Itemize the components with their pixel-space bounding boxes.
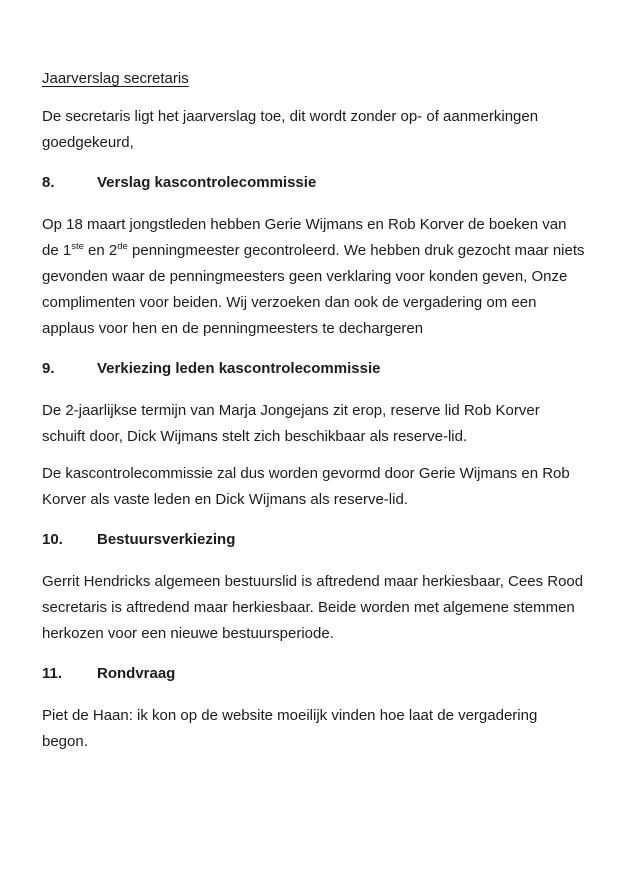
section-10-heading — [42, 527, 587, 553]
section-9-paragraph-1: De 2-jaarlijkse termijn van Marja Jongejans zit erop, reserve lid Rob Korver schuift door, Dick Wijmans stelt zich beschikbaar als reserve-lid. — [42, 402, 540, 445]
section-9-title: Verkiezing leden kascontrolecommissie — [97, 360, 381, 377]
section-9-paragraph-2: De kascontrolecommissie zal dus worden gevormd door Gerie Wijmans en Rob Korver als vaste leden en Dick Wijmans als reserve-lid. — [42, 465, 570, 508]
text-run: Op 18 maart jongstleden hebben Gerie Wijmans en Rob Korver de boeken van de 1 — [42, 216, 567, 259]
ordinal-superscript: ste — [71, 241, 84, 252]
section-8-title: Verslag kascontrolecommissie — [97, 174, 317, 191]
section-11-paragraph: Piet de Haan: ik kon op de website moeilijk vinden hoe laat de vergadering begon. — [42, 707, 538, 750]
ordinal-superscript: de — [117, 241, 128, 252]
section-11-heading — [42, 661, 587, 687]
section-11-title: Rondvraag — [97, 665, 176, 682]
section-10-title: Bestuursverkiezing — [97, 531, 236, 548]
section-10-paragraph: Gerrit Hendricks algemeen bestuurslid is aftredend maar herkiesbaar, Cees Rood secretaris is aftredend maar herkiesbaar. Beide worden met algemene stemmen herkozen voor een nieuwe bestuursperiode. — [42, 573, 584, 642]
section-9-heading — [42, 356, 587, 382]
section-8-number: 8. — [42, 174, 55, 191]
document-title: Jaarverslag secretaris — [42, 70, 189, 87]
section-11-number: 11. — [42, 665, 63, 682]
section-8-heading — [42, 170, 587, 196]
intro-paragraph: De secretaris ligt het jaarverslag toe, dit wordt zonder op- of aanmerkingen goedgekeurd, — [42, 108, 539, 151]
section-10-number: 10. — [42, 531, 63, 548]
text-run: penningmeester gecontroleerd. We hebben druk gezocht maar niets gevonden waar de penningmeesters geen verklaring voor konden geven, Onze complimenten voor beiden. Wij verzoeken dan ook de vergadering om een applaus voor hen en de penningmeesters te dechargeren — [42, 242, 585, 337]
section-9-number: 9. — [42, 360, 55, 377]
section-8-paragraph — [42, 212, 587, 342]
text-run: en 2 — [83, 242, 118, 259]
